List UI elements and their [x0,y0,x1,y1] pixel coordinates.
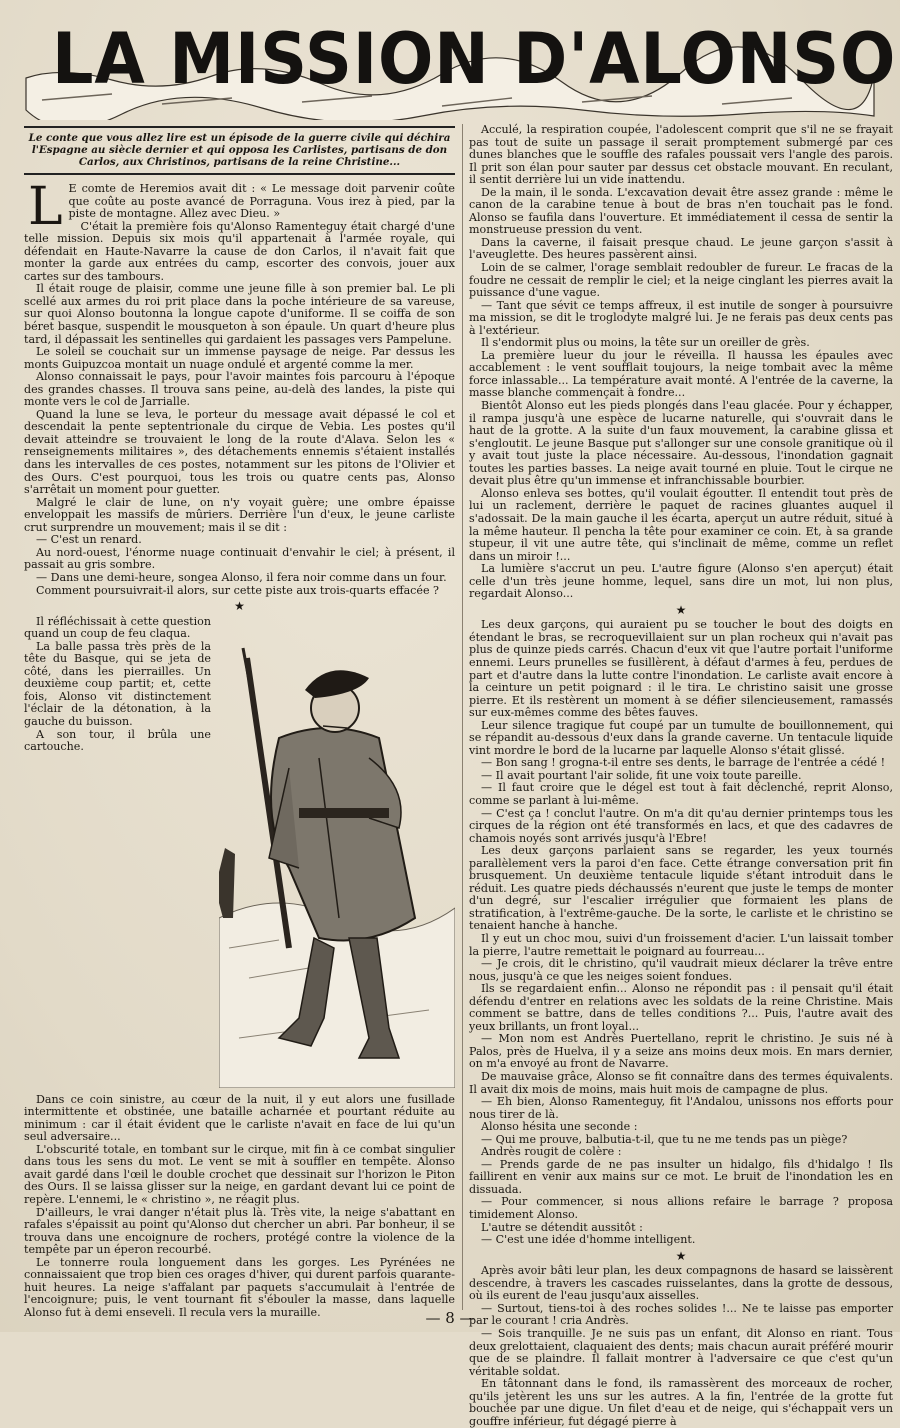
paragraph: — Tant que sévit ce temps affreux, il est inutile de songer à poursuivre ma mission, se dit le troglodyte malgré lui. Je ne ferais pas deux cents pas à l'extérieur. [469,298,893,337]
page-number: — 8 — [425,1309,475,1327]
paragraph: Il était rouge de plaisir, comme une jeune fille à son premier bal. Le pli scellé aux armes du roi prit place dans la poche intérieure de sa vareuse, sur quoi Alonso boutonna la longue capote d'uniforme. Il se coiffa de son béret basque, suspendit le mousqueton à son épaule. Un quart d'heure plus tard, il dépassait les sentinelles qui gardaient les passages vers Pampelune. [24,282,455,346]
paragraph: L'obscurité totale, en tombant sur le cirque, mit fin à ce combat singulier dans tous les sens du mot. Le vent se mit à souffler en tempête. Alonso avait gardé dans l'œil le double crochet que dessinait sur l'horizon le Piton des Ours. Il se laissa glisser sur la neige, en gardant devant lui ce point de repère. L'ennemi, le « christino », ne réagit plus. [24,1142,455,1206]
paragraph: Il y eut un choc mou, suivi d'un froissement d'acier. L'un laissait tomber la pierre, l'autre remettait le poignard au fourreau... [469,932,893,958]
paragraph: Dans la caverne, il faisait presque chaud. Le jeune garçon s'assit à l'aveuglette. Des heures passèrent ainsi. [469,235,893,262]
paragraph: Au nord-ouest, l'énorme nuage continuait d'envahir le ciel; à présent, il passait au gris sombre. [24,545,455,572]
soldier-illustration [219,618,455,1088]
paragraph: — C'est une idée d'homme intelligent. [481,1233,696,1247]
paragraph: De la main, il le sonda. L'excavation devait être assez grande : même le canon de la carabine tenue à bout de bras n'en touchait pas le fond. Alonso se faufila dans l'ouverture. Et immédiatement il cessa de sentir la monstrueuse pression du vent. [469,185,893,237]
paragraph: La lumière s'accrut un peu. L'autre figure (Alonso s'en aperçut) était celle d'un très jeune homme, lequel, sans dire un mot, lui non plus, regardait Alonso... [469,562,893,601]
paragraph: Bientôt Alonso eut les pieds plongés dans l'eau glacée. Pour y échapper, il rampa jusqu'à une espèce de lucarne naturelle, qui s'ouvrait dans le haut de la grotte. A la suite d'un faux mouvement, la carabine glissa et s'engloutit. Le jeune Basque put s'allonger sur une console granitique où il y avait tout juste la place nécessaire. Au-dessous, l'inondation gagnait toutes les parties basses. La neige avait tourné en pluie. Tout le cirque ne devait plus être qu'un immense et infranchissable bourbier. [469,399,893,488]
paragraph: D'ailleurs, le vrai danger n'était plus là. Très vite, la neige s'abattant en rafales s'épaissit au point qu'Alonso dut chercher un abri. Par bonheur, il se trouva dans une encoignure de rochers, protégé contre la violence de la tempête par un éperon recourbé. [24,1205,455,1257]
paragraph: Malgré le clair de lune, on n'y voyait guère; une ombre épaisse enveloppait les massifs de mûriers. Derrière l'un d'eux, le jeune carliste crut surprendre un mouvement; mais il se dit : [24,495,455,534]
paragraph: — C'est ça ! conclut l'autre. On m'a dit qu'au dernier printemps tous les cirques de la région ont été transformés en lacs, et que des cadavres de chamois noyés sont arrivés jusqu'à l'Ebre! [469,806,893,845]
paragraph: Acculé, la respiration coupée, l'adolescent comprit que s'il ne se frayait pas tout de suite un passage il serait promptement submergé par ces dunes blanches que le souffle des rafales poussait vers l'angle des parois. Il prit son élan pour sauter par dessus cet obstacle mouvant. En reculant, il sentit derrière lui un vide inattendu. [469,123,893,187]
paragraph: Ils se regardaient enfin... Alonso ne répondit pas : il pensait qu'il était défendu d'entrer en relations avec les soldats de la reine Christine. Mais comment se battre, dans de telles conditions ?... Puis, l'autre avait des yeux brillants, un front loyal... [469,982,893,1033]
paragraph: Les deux garçons parlaient sans se regarder, les yeux tournés parallèlement vers la paroi d'en face. Cette étrange conversation prit fin brusquement. Un deuxième tentacule liquide s'étant introduit dans le réduit. Les quatre pieds déchaussés n'eurent que juste le temps de monter d'un degré, sur l'escalier irrégulier que formaient les plans de stratification, à l'extrême-gauche. De la sorte, le carliste et le christino se tenaient hanche à hanche. [469,844,893,933]
paragraph: En tâtonnant dans le fond, ils ramassèrent des morceaux de rocher, qu'ils jetèrent les uns sur les autres. A la fin, l'entrée de la grotte fut bouchée par une digue. Un filet d'eau et de neige, qui s'échappait vers un gouffre inférieur, fut dégagé pierre à [469,1377,893,1428]
paragraph: Andrès rougit de colère : [481,1145,622,1159]
paragraph: — Surtout, tiens-toi à des roches solides !... Ne te laisse pas emporter par le courant ! cria Andrès. [469,1301,893,1328]
paragraph: Les deux garçons, qui auraient pu se toucher le bout des doigts en étendant le bras, se recroquevillaient sur un plan rocheux qui n'avait pas plus de quinze pieds carrés. Chacun d'eux vit que l'autre portait l'uniforme ennemi. Leurs prunelles se fusillèrent, à défaut d'armes à feu, perdues de part et d'autre dans la lutte contre l'inondation. Le carliste avait encore à la ceinture un petit poignard : il le tira. Le christino saisit une grosse pierre. Et ils restèrent un moment à se défier silencieusement, ramassés sur eux-mêmes comme des bêtes fauves. [469,618,893,720]
section-star: ★ [675,602,687,617]
paragraph: De mauvaise grâce, Alonso se fit connaître dans des termes équivalents. Il avait dix mois de moins, mais huit mois de campagne de plus. [469,1070,893,1096]
paragraph: — Bon sang ! grogna-t-il entre ses dents, le barrage de l'entrée a cédé ! [481,756,886,770]
paragraph: — Je crois, dit le christino, qu'il vaudrait mieux déclarer la trêve entre nous, jusqu'à ce que les neiges soient fondues. [469,957,893,983]
paragraph: L'autre se détendit aussitôt : [481,1220,643,1234]
paragraph: — C'est un renard. [36,533,142,547]
paragraph: Après avoir bâti leur plan, les deux compagnons de hasard se laissèrent descendre, à travers les cascades ruisselantes, dans la grotte de dessous, où ils eurent de l'eau jusqu'aux aisselles. [469,1264,893,1303]
paragraph: Quand la lune se leva, le porteur du message avait dépassé le col et descendait la pente septentrionale du cirque de Vebia. Les postes qu'il devait atteindre se trouvaient le long de la route d'Alava. Selon les « renseignements militaires », des détachements ennemis s'étaient installés dans les intervalles de ces postes, notamment sur les pitons de l'Olivier et des Ours. C'est pourquoi, tous les trois ou quatre cents pas, Alonso s'arrêtait un moment pour guetter. [24,407,455,497]
paragraph: Alonso connaissait le pays, pour l'avoir maintes fois parcouru à l'époque des grandes chasses. Il trouva sans peine, au-delà des landes, la piste qui monte vers le col de Jarrialle. [24,370,455,409]
paragraph: Comment poursuivrait-il alors, sur cette piste aux trois-quarts effacée ? [36,583,440,597]
section-star: ★ [675,1248,687,1263]
paragraph: La balle passa très près de la tête du Basque, qui se jeta de côté, dans les pierrailles. Un deuxième coup partit; et, cette fois, Alonso vit distinctement l'éclair de la détonation, à la gauche du buisson. [24,639,211,728]
paragraph: Il réfléchissait à cette question quand un coup de feu claqua. [24,614,211,641]
page-title: LA MISSION D'ALONSO [51,18,897,100]
paragraph: — Il faut croire que le dégel est tout à fait déclenché, reprit Alonso, comme se parlant à lui-même. [469,781,893,807]
paragraph: Leur silence tragique fut coupé par un tumulte de bouillonnement, qui se répandit au-dessous d'eux dans la grande caverne. Un tentacule liquide vint mordre le bord de la lucarne par laquelle Alonso s'était glissé. [469,718,893,757]
right-column [469,124,893,1428]
paragraph: Le tonnerre roula longuement dans les gorges. Les Pyrénées ne connaissaient que trop bien ces orages d'hiver, qui durent parfois quarante-huit heures. La neige s'affalant par paquets s'accumulait à l'entrée de l'encoignure; puis, le vent tournant fit s'ébouler la masse, dans laquelle Alonso fut à demi enseveli. Il recula vers la muraille. [24,1255,455,1319]
paragraph: — Qui me prouve, balbutia-t-il, que tu ne me tends pas un piège? [481,1132,848,1146]
paragraph: — Pour commencer, si nous allions refaire le barrage ? proposa timidement Alonso. [469,1195,893,1222]
paragraph: Il s'endormit plus ou moins, la tête sur un oreiller de grès. [481,336,810,350]
paragraph: Alonso enleva ses bottes, qu'il voulait égoutter. Il entendit tout près de lui un raclement, derrière le paquet de racines gluantes auquel il s'adossait. De la main gauche il les écarta, aperçut un autre réduit, situé à la même hauteur. Il pencha la tête pour examiner ce coin. Et, à sa grande stupeur, il vit une autre tête, qui s'inclinait de même, comme un reflet dans un miroir !... [469,486,893,563]
title-banner [22,8,897,120]
paragraph: E comte de Heremios avait dit : « Le message doit parvenir coûte que coûte au poste avancé de Porraguna. Vous irez à pied, par la piste de montagne. Allez avec Dieu. » [68,182,455,221]
paragraph: — Eh bien, Alonso Ramenteguy, fit l'Andalou, unissons nos efforts pour nous tirer de là. [469,1095,893,1121]
paragraph: Le soleil se couchait sur un immense paysage de neige. Par dessus les monts Guipuzcoa montait un nuage ondulé et argenté comme la mer. [24,345,455,371]
paragraph: La première lueur du jour le réveilla. Il haussa les épaules avec accablement : le vent soufflait toujours, la neige tombait avec la même force inlassable... La température avait monté. A l'entrée de la caverne, la masse blanche commençait à fondre... [469,348,893,400]
paragraph: — Il avait pourtant l'air solide, fit une voix toute pareille. [481,768,802,782]
paragraph: A son tour, il brûla une cartouche. [24,727,211,754]
paragraph: — Prends garde de ne pas insulter un hidalgo, fils d'hidalgo ! Ils faillirent en venir aux mains sur ce mot. Le bruit de l'inondation les en dissuada. [469,1157,893,1196]
intro-box: Le conte que vous allez lire est un épisode de la guerre civile qui déchira l'Espagne au siècle dernier et qui opposa les Carlistes, partisans de don Carlos, aux Christinos, partisans de la reine Christine... [24,126,455,175]
paragraph: Loin de se calmer, l'orage semblait redoubler de fureur. Le fracas de la foudre ne cessait de remplir le ciel; et la neige cinglant les pierres avait la puissance d'une vague. [469,261,893,300]
left-column [24,124,455,1319]
paragraph: — Mon nom est Andrès Puertellano, reprit le christino. Je suis né à Palos, près de Huelva, il y a seize ans moins deux mois. En mars dernier, on m'a envoyé au front de Navarre. [469,1032,893,1071]
paragraph: — Dans une demi-heure, songea Alonso, il fera noir comme dans un four. [36,570,447,584]
paragraph: C'était la première fois qu'Alonso Ramenteguy était chargé d'une telle mission. Depuis six mois qu'il appartenait à l'armée royale, qui défendait en Haute-Navarre la cause de don Carlos, il n'avait fait que monter la garde aux entrées du camp, escorter des convois, jouer aux cartes sur des tambours. [24,219,455,283]
section-star: ★ [234,599,245,614]
paragraph: Alonso hésita une seconde : [481,1120,638,1134]
column-divider [462,124,463,1310]
paragraph: Dans ce coin sinistre, au cœur de la nuit, il y eut alors une fusillade intermittente et obstinée, une bataille acharnée et pourtant réduite au minimum : car il était évident que le carliste n'avait en face de lui qu'un seul adversaire... [24,1092,455,1144]
paragraph: — Sois tranquille. Je ne suis pas un enfant, dit Alonso en riant. Tous deux grelottaient, claquaient des dents; mais chacun aurait préféré mourir que de se plaindre. Il fallait montrer à l'adversaire ce que c'est qu'un véritable soldat. [469,1326,893,1378]
drop-cap: L [28,177,63,237]
